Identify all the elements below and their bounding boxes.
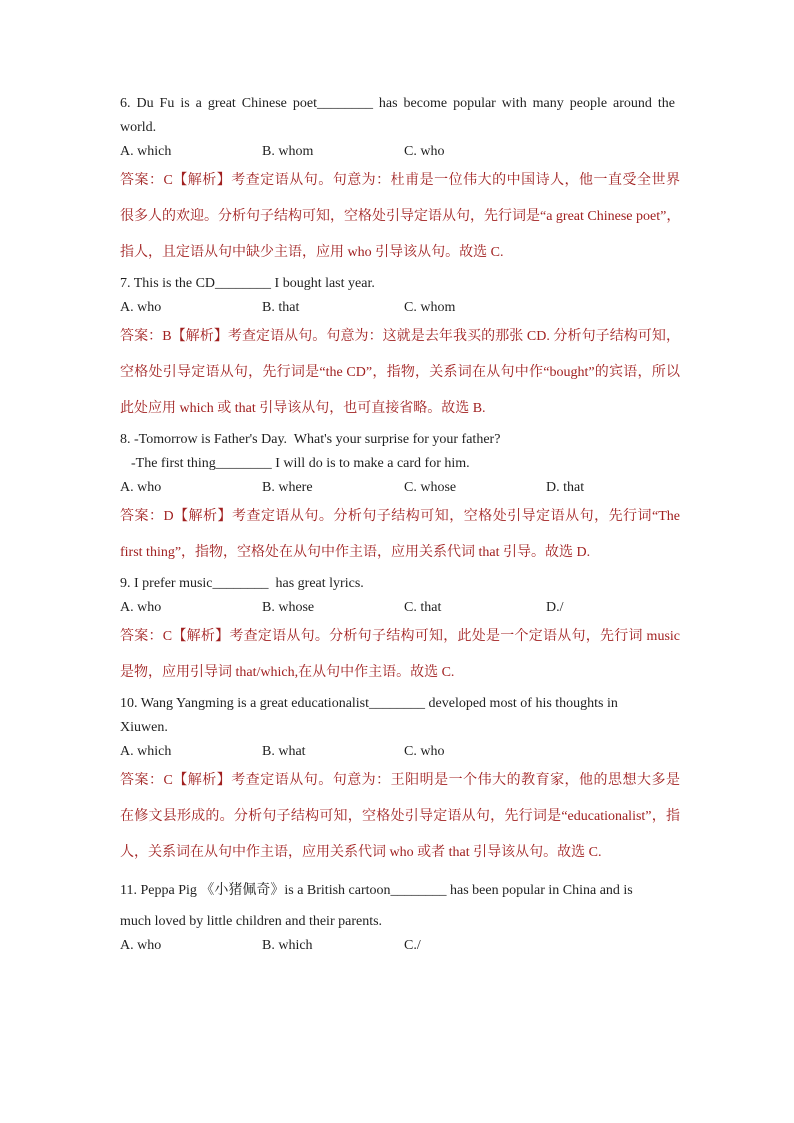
answer-line: 答案：B【解析】考查定语从句。句意为：这就是去年我买的那张 CD. 分析句子结构可知，	[120, 329, 680, 344]
option-a: A. which	[120, 744, 172, 759]
option-c: C. that	[404, 600, 442, 615]
option-a: A. which	[120, 144, 172, 159]
question-text: 9. I prefer music________ has great lyrics.	[120, 576, 364, 591]
answer-line: 答案：C【解析】考查定语从句。句意为：王阳明是一个伟大的教育家，他的思想大多是	[120, 773, 680, 788]
option-b: B. what	[262, 744, 306, 759]
option-a: A. who	[120, 600, 162, 615]
question-11	[120, 879, 794, 958]
option-b: B. which	[262, 938, 313, 953]
answer-line: 答案：D【解析】考查定语从句。分析句子结构可知，空格处引导定语从句，先行词“The	[120, 509, 680, 524]
question-6	[120, 92, 794, 271]
question-7	[120, 272, 794, 427]
answer-line: 空格处引导定语从句，先行词是“the CD”，指物，关系词在从句中作“bought”的宾语，所以	[120, 365, 680, 380]
question-10	[120, 692, 794, 871]
option-d: D./	[546, 600, 564, 615]
option-c: C./	[404, 938, 421, 953]
answer-explanation	[120, 319, 794, 427]
answer-line: 人，关系词在从句中作主语，应用关系代词 who 或者 that 引导该从句。故选 C.	[120, 845, 602, 860]
option-c: C. whose	[404, 480, 457, 495]
options-row	[120, 296, 794, 320]
option-a: A. who	[120, 300, 162, 315]
options-row	[120, 596, 794, 620]
answer-explanation	[120, 499, 794, 571]
question-text: Xiuwen.	[120, 720, 168, 735]
option-c: C. who	[404, 744, 445, 759]
question-text: 7. This is the CD________ I bought last year.	[120, 276, 375, 291]
question-text: world.	[120, 120, 157, 135]
option-b: B. where	[262, 480, 313, 495]
answer-explanation	[120, 619, 794, 691]
question-text: -The first thing________ I will do is to make a card for him.	[131, 456, 470, 471]
options-row	[120, 140, 794, 164]
options-row	[120, 934, 794, 958]
option-c: C. who	[404, 144, 445, 159]
answer-line: 很多人的欢迎。分析句子结构可知，空格处引导定语从句，先行词是“a great Chinese poet”，	[120, 209, 681, 224]
question-9	[120, 572, 794, 691]
answer-line: 答案：C【解析】考查定语从句。分析句子结构可知，此处是一个定语从句，先行词 music	[120, 629, 680, 644]
answer-line: 答案：C【解析】考查定语从句。句意为：杜甫是一位伟大的中国诗人，他一直受全世界	[120, 173, 680, 188]
question-text: 10. Wang Yangming is a great educationalist________ developed most of his thoughts in	[120, 696, 618, 711]
answer-line: 是物，应用引导词 that/which,在从句中作主语。故选 C.	[120, 665, 455, 680]
question-text: much loved by little children and their parents.	[120, 914, 383, 929]
question-text: 8. -Tomorrow is Father's Day. What's your surprise for your father?	[120, 432, 501, 447]
option-d: D. that	[546, 480, 585, 495]
options-row	[120, 476, 794, 500]
answer-line: first thing”，指物，空格处在从句中作主语，应用关系代词 that 引导。故选 D.	[120, 545, 591, 560]
option-b: B. whose	[262, 600, 315, 615]
answer-explanation	[120, 763, 794, 871]
answer-line: 在修文县形成的。分析句子结构可知，空格处引导定语从句，先行词是“educationalist”，指	[120, 809, 680, 824]
option-c: C. whom	[404, 300, 456, 315]
question-8	[120, 428, 794, 571]
option-a: A. who	[120, 480, 162, 495]
answer-explanation	[120, 163, 794, 271]
options-row	[120, 740, 794, 764]
option-b: B. whom	[262, 144, 314, 159]
answer-line: 指人，且定语从句中缺少主语，应用 who 引导该从句。故选 C.	[120, 245, 504, 260]
answer-line: 此处应用 which 或 that 引导该从句，也可直接省略。故选 B.	[120, 401, 486, 416]
option-b: B. that	[262, 300, 300, 315]
question-text: 11. Peppa Pig 《小猪佩奇》is a British cartoon________ has been popular in China and is	[120, 883, 633, 898]
option-a: A. who	[120, 938, 162, 953]
question-text: 6. Du Fu is a great Chinese poet________ has become popular with many people around the	[120, 96, 675, 111]
